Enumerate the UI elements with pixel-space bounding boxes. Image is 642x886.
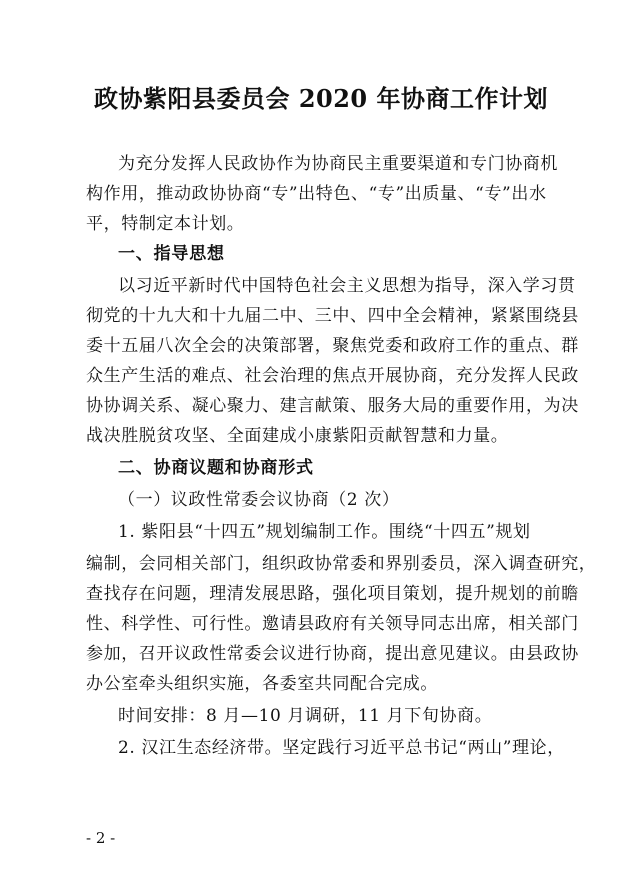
document-title: 政协紫阳县委员会 2020 年协商工作计划: [93, 84, 548, 113]
intro-line-1: 为充分发挥人民政协作为协商民主重要渠道和专门协商机: [118, 154, 558, 174]
section-1-line-4: 众生产生活的难点、社会治理的焦点开展协商，充分发挥人民政: [86, 366, 579, 386]
section-1-line-2: 彻党的十九大和十九届二中、三中、四中全会精神，紧紧围绕县: [86, 306, 579, 326]
item-1-line-4: 性、科学性、可行性。邀请县政府有关领导同志出席，相关部门: [86, 614, 579, 634]
item-1-line-5: 参加，召开议政性常委会议进行协商，提出意见建议。由县政协: [86, 644, 579, 664]
item-1-line-1: 1. 紫阳县“十四五”规划编制工作。围绕“十四五”规划: [118, 522, 531, 542]
item-1-line-6: 办公室牵头组织实施，各委室共同配合完成。: [86, 674, 438, 694]
item-1-schedule: 时间安排：8 月—10 月调研，11 月下旬协商。: [118, 706, 493, 726]
section-1-line-5: 协协调关系、凝心聚力、建言献策、服务大局的重要作用，为决: [86, 396, 579, 416]
page-number: - 2 -: [86, 829, 116, 847]
subsection-1-heading: （一）议政性常委会议协商（2 次）: [118, 490, 400, 510]
item-1-line-3: 查找存在问题，理清发展思路，强化项目策划，提升规划的前瞻: [86, 584, 579, 604]
section-1-line-6: 战决胜脱贫攻坚、全面建成小康紫阳贡献智慧和力量。: [86, 426, 509, 446]
section-1-heading: 一、指导思想: [118, 244, 225, 264]
section-1-line-3: 委十五届八次全会的决策部署，聚焦党委和政府工作的重点、群: [86, 336, 579, 356]
item-1-line-2: 编制，会同相关部门，组织政协常委和界别委员，深入调查研究，: [86, 554, 597, 574]
section-1-line-1: 以习近平新时代中国特色社会主义思想为指导，深入学习贯: [118, 276, 576, 296]
intro-line-3: 平，特制定本计划。: [86, 214, 245, 234]
intro-line-2: 构作用，推动政协协商“专”出特色、“专”出质量、“专”出水: [86, 184, 547, 204]
item-2-line-1: 2. 汉江生态经济带。坚定践行习近平总书记“两山”理论，: [118, 738, 565, 758]
section-2-heading: 二、协商议题和协商形式: [118, 458, 314, 478]
